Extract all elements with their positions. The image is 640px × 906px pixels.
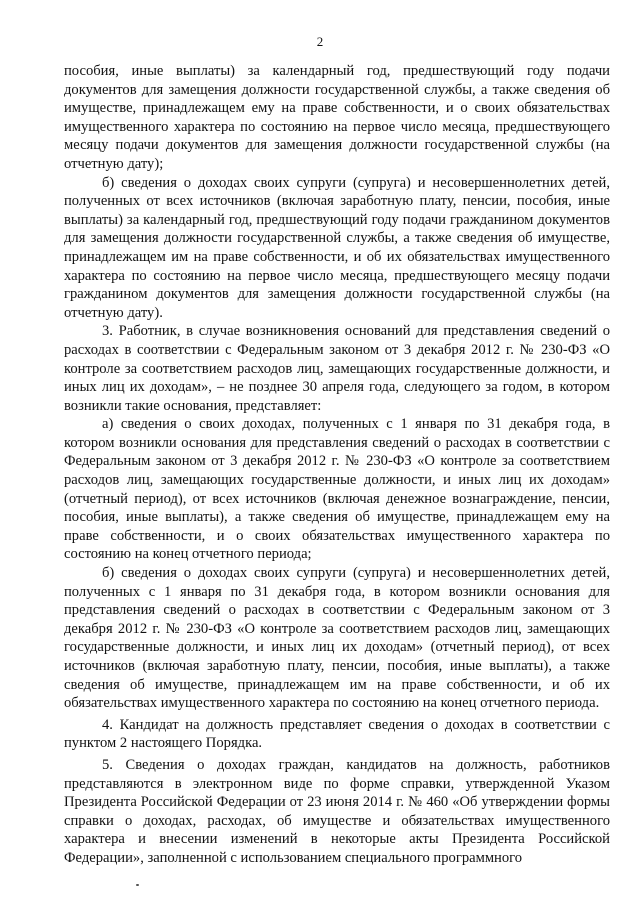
paragraph-clause-4: 4. Кандидат на должность представляет сведения о доходах в соответствии с пунктом 2 настоящего Порядка.	[64, 716, 610, 752]
paragraph-spouse-income-1: б) сведения о доходах своих супруги (супруга) и несовершеннолетних детей, полученных от всех источников (включая заработную плату, пенсии, пособия, иные выплаты) за календарный год, предшествующий году подачи гражданином документов для замещения должности государственной службы, а также сведения об имуществе, принадлежащем им на праве собственности, и об их обязательствах имущественного характера по состоянию на первое число месяца, предшествующего месяцу подачи гражданином документов для замещения должности государственной службы (на отчетную дату).	[64, 174, 610, 321]
scan-speck	[136, 884, 139, 886]
document-body	[64, 62, 610, 868]
page-number: 2	[316, 34, 324, 49]
paragraph-clause-5: 5. Сведения о доходах граждан, кандидатов на должность, работников представляются в электронном виде по форме справки, утвержденной Указом Президента Российской Федерации от 23 июня 2014 г. № 460 «Об утверждении формы справки о доходах, расходах, об имуществе и обязательствах имущественного характера и внесении изменений в некоторые акты Президента Российской Федерации», заполненной с использованием специального программного	[64, 756, 610, 866]
paragraph-clause-3: 3. Работник, в случае возникновения оснований для представления сведений о расходах в соответствии с Федеральным законом от 3 декабря 2012 г. № 230-ФЗ «О контроле за соответствием расходов лиц, замещающих государственные должности, и иных лиц их доходам», – не позднее 30 апреля года, следующего за годом, в котором возникли такие основания, представляет:	[64, 323, 610, 414]
paragraph-continuation: пособия, иные выплаты) за календарный год, предшествующий году подачи документов для замещения должности государственной службы, а также сведения об имуществе, принадлежащем ему на праве собственности, и о своих обязательствах имущественного характера по состоянию на первое число месяца, предшествующего месяцу подачи документов для замещения должности государственной службы (на отчетную дату);	[64, 63, 610, 172]
paragraph-clause-3b: б) сведения о доходах своих супруги (супруга) и несовершеннолетних детей, полученных с 1 января по 31 декабря года, в котором возникли основания для представления сведений о расходах в соответствии с Федеральным законом от 3 декабря 2012 г. № 230-ФЗ «О контроле за соответствием расходов лиц, замещающих государственные должности, и иных лиц их доходам» (отчетный период), от всех источников (включая заработную плату, пенсии, пособия, иные выплаты), а также сведения об имуществе, принадлежащем им на праве собственности, и об их обязательствах имущественного характера по состоянию на конец отчетного периода.	[64, 565, 610, 712]
paragraph-clause-3a: а) сведения о своих доходах, полученных с 1 января по 31 декабря года, в котором возникли основания для представления сведений о расходах в соответствии с Федеральным законом от 3 декабря 2012 г. № 230-ФЗ «О контроле за соответствием расходов лиц, замещающих государственные должности, и иных лиц их доходам» (отчетный период), от всех источников (включая денежное вознаграждение, пенсии, пособия, иные выплаты), а также сведения об имуществе, принадлежащем ему на праве собственности, и о своих обязательствах имущественного характера по состоянию на конец отчетного периода;	[64, 416, 610, 563]
